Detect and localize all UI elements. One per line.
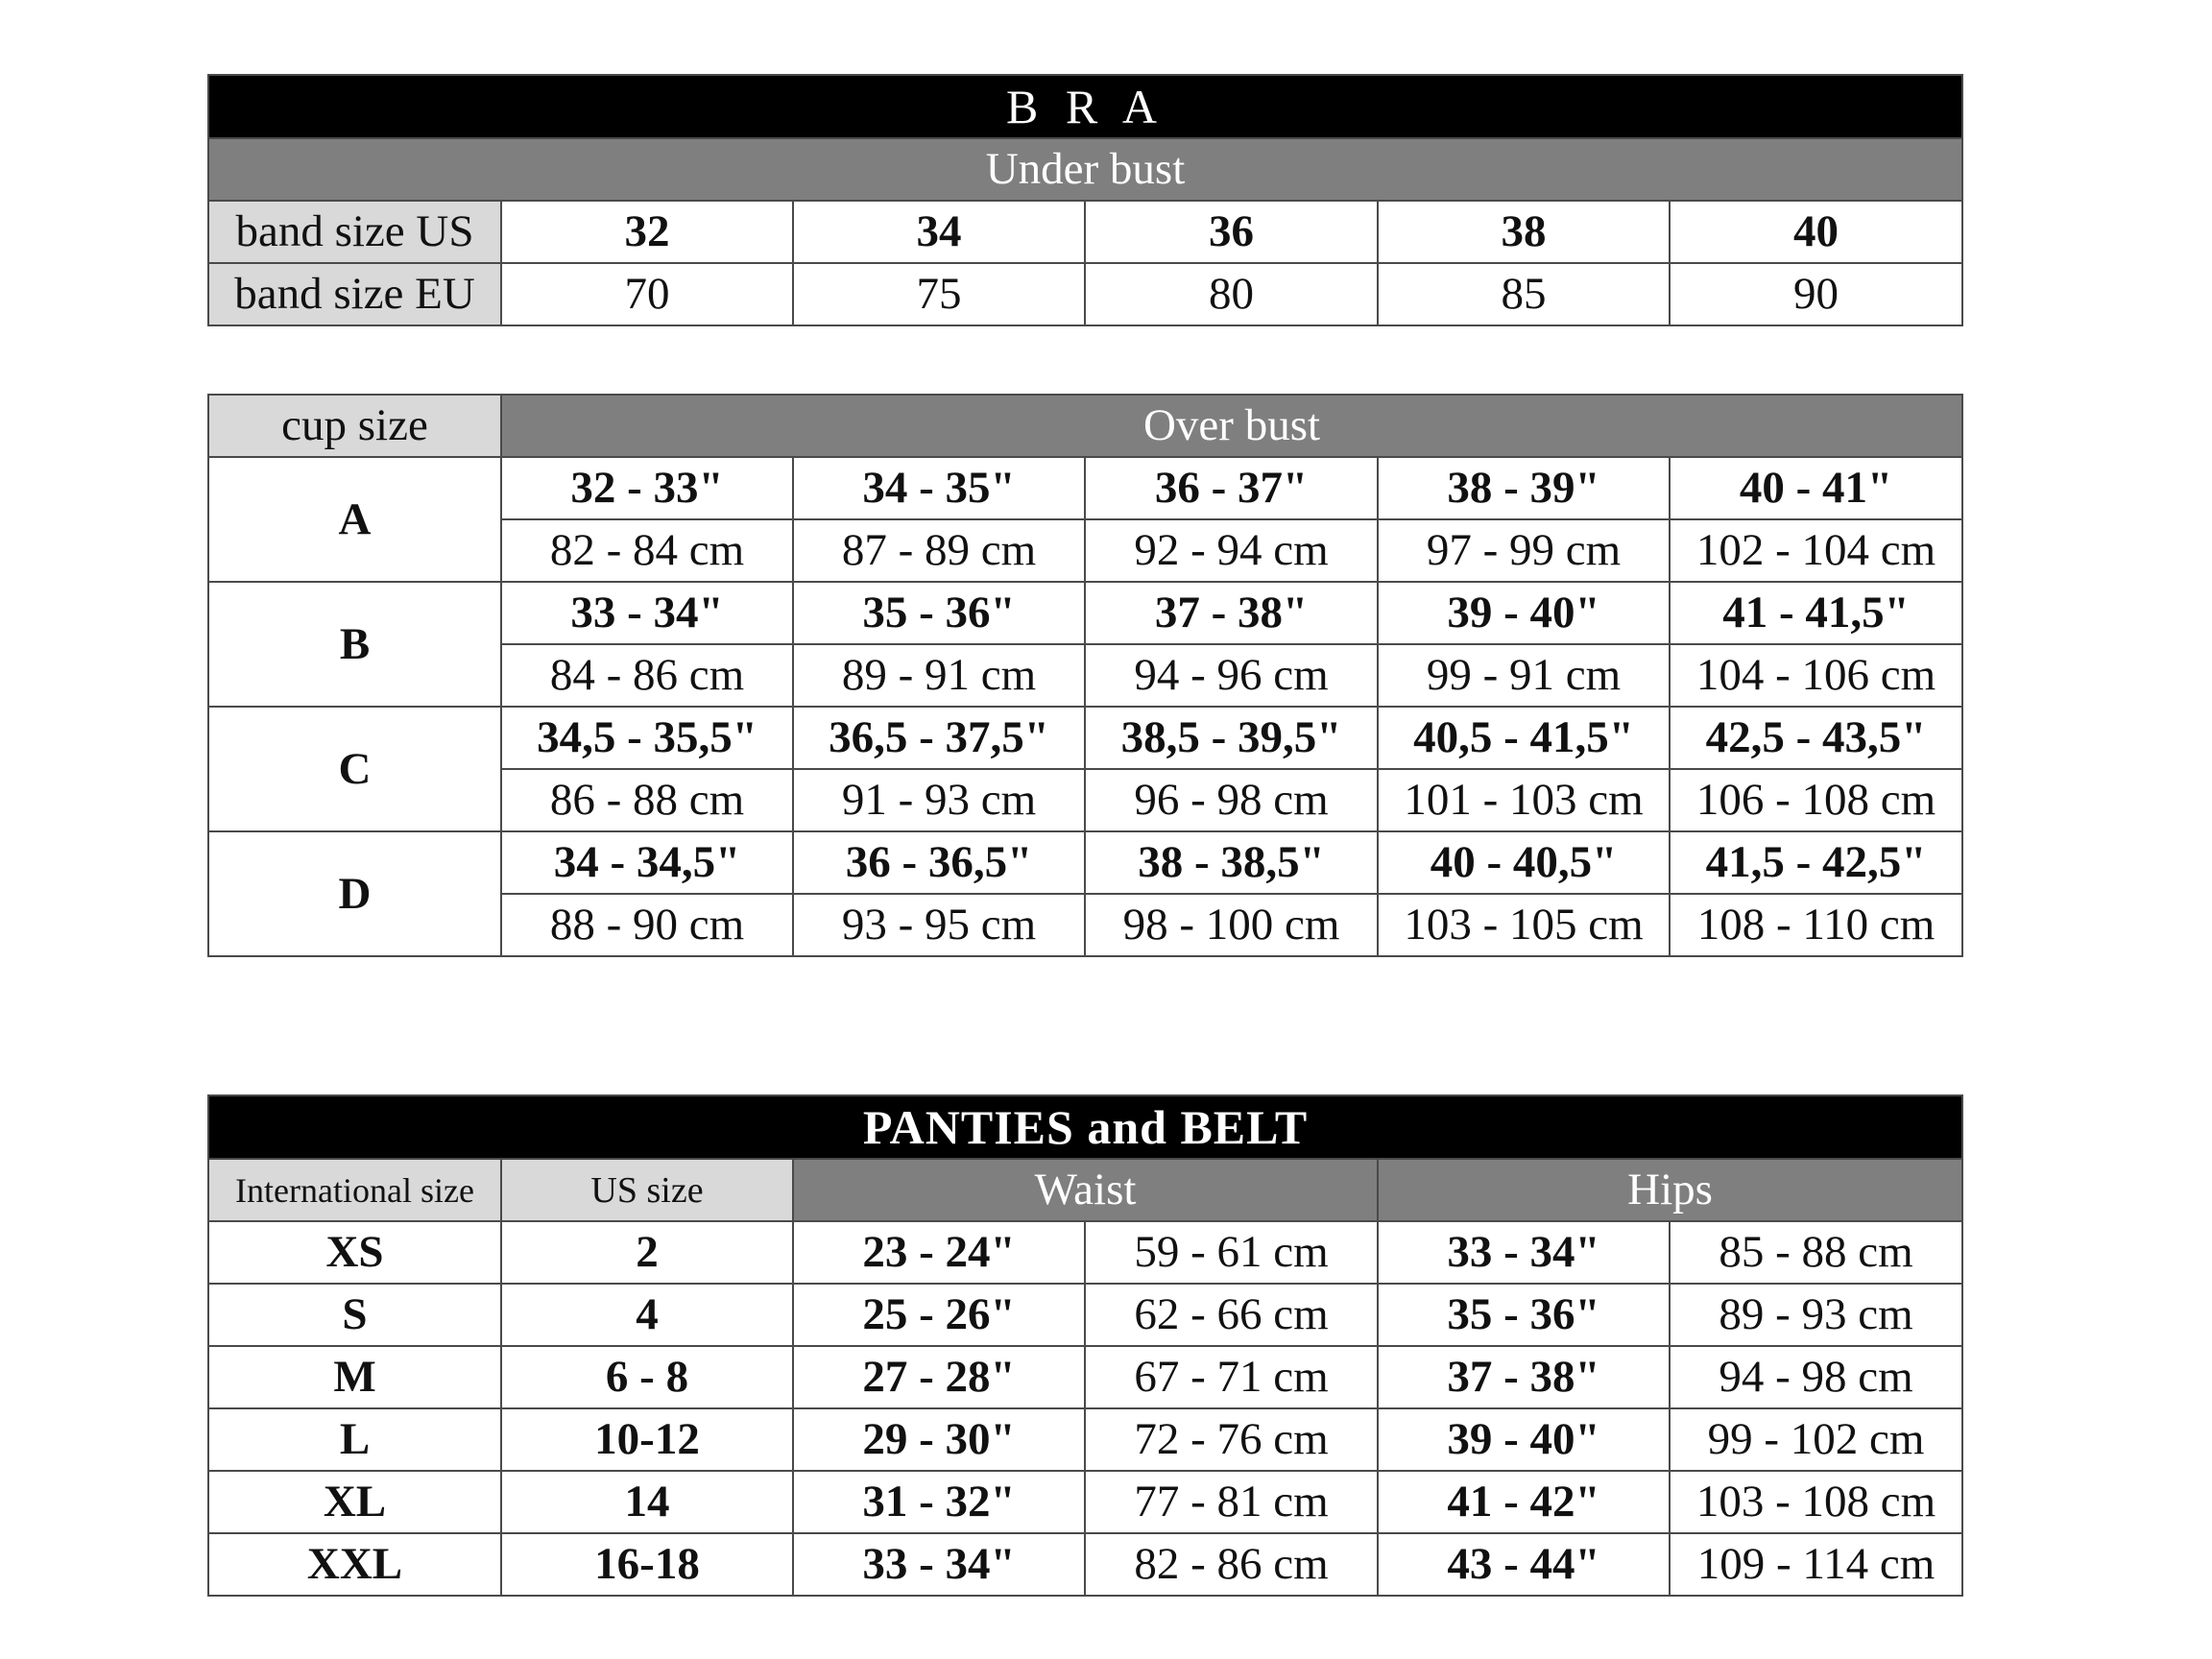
table-row	[208, 1471, 1962, 1533]
waist-cm-cell: 77 - 81 cm	[1085, 1471, 1378, 1533]
over-bust-cm-cell: 91 - 93 cm	[793, 769, 1085, 831]
bra-band-table	[207, 74, 1963, 326]
waist-inches-cell: 29 - 30"	[793, 1408, 1085, 1471]
panties-title: PANTIES and BELT	[208, 1095, 1962, 1159]
us-size-cell: 4	[501, 1284, 793, 1346]
cup-letter: B	[208, 582, 501, 707]
bra-title: B R A	[208, 75, 1962, 138]
over-bust-inches-cell: 34 - 35"	[793, 457, 1085, 519]
over-bust-cm-cell: 103 - 105 cm	[1378, 894, 1670, 956]
us-size-cell: 14	[501, 1471, 793, 1533]
band-size-us-label: band size US	[208, 201, 501, 263]
table-row	[208, 1221, 1962, 1284]
us-size-cell: 6 - 8	[501, 1346, 793, 1408]
table-row	[208, 1533, 1962, 1596]
over-bust-inches-cell: 33 - 34"	[501, 582, 793, 644]
cup-row-b-inches	[208, 582, 1962, 644]
over-bust-inches-cell: 35 - 36"	[793, 582, 1085, 644]
hips-cm-cell: 89 - 93 cm	[1670, 1284, 1962, 1346]
over-bust-inches-cell: 34,5 - 35,5"	[501, 707, 793, 769]
hips-cm-cell: 109 - 114 cm	[1670, 1533, 1962, 1596]
over-bust-inches-cell: 38,5 - 39,5"	[1085, 707, 1378, 769]
hips-inches-cell: 33 - 34"	[1378, 1221, 1670, 1284]
waist-cm-cell: 67 - 71 cm	[1085, 1346, 1378, 1408]
band-us-cell: 38	[1378, 201, 1670, 263]
band-eu-cell: 70	[501, 263, 793, 325]
over-bust-cm-cell: 98 - 100 cm	[1085, 894, 1378, 956]
over-bust-inches-cell: 39 - 40"	[1378, 582, 1670, 644]
band-us-cell: 36	[1085, 201, 1378, 263]
international-size-cell: S	[208, 1284, 501, 1346]
us-size-cell: 2	[501, 1221, 793, 1284]
hips-header: Hips	[1378, 1159, 1962, 1221]
band-us-cell: 40	[1670, 201, 1962, 263]
waist-header: Waist	[793, 1159, 1378, 1221]
over-bust-cm-cell: 94 - 96 cm	[1085, 644, 1378, 707]
over-bust-inches-cell: 41,5 - 42,5"	[1670, 831, 1962, 894]
over-bust-inches-cell: 40 - 41"	[1670, 457, 1962, 519]
waist-cm-cell: 82 - 86 cm	[1085, 1533, 1378, 1596]
band-eu-row	[208, 263, 1962, 325]
over-bust-inches-cell: 38 - 38,5"	[1085, 831, 1378, 894]
hips-inches-cell: 39 - 40"	[1378, 1408, 1670, 1471]
hips-inches-cell: 43 - 44"	[1378, 1533, 1670, 1596]
cup-letter: C	[208, 707, 501, 831]
us-size-label: US size	[501, 1159, 793, 1221]
over-bust-inches-cell: 36,5 - 37,5"	[793, 707, 1085, 769]
over-bust-cm-cell: 106 - 108 cm	[1670, 769, 1962, 831]
hips-cm-cell: 85 - 88 cm	[1670, 1221, 1962, 1284]
under-bust-header: Under bust	[208, 138, 1962, 201]
waist-inches-cell: 33 - 34"	[793, 1533, 1085, 1596]
us-size-cell: 10-12	[501, 1408, 793, 1471]
over-bust-inches-cell: 36 - 36,5"	[793, 831, 1085, 894]
over-bust-cm-cell: 86 - 88 cm	[501, 769, 793, 831]
cup-size-label: cup size	[208, 395, 501, 457]
band-eu-cell: 85	[1378, 263, 1670, 325]
international-size-cell: M	[208, 1346, 501, 1408]
waist-inches-cell: 31 - 32"	[793, 1471, 1085, 1533]
waist-cm-cell: 62 - 66 cm	[1085, 1284, 1378, 1346]
table-row	[208, 1346, 1962, 1408]
international-size-cell: XXL	[208, 1533, 501, 1596]
cup-size-table	[207, 394, 1963, 957]
hips-inches-cell: 37 - 38"	[1378, 1346, 1670, 1408]
waist-inches-cell: 27 - 28"	[793, 1346, 1085, 1408]
hips-inches-cell: 35 - 36"	[1378, 1284, 1670, 1346]
international-size-label: International size	[208, 1159, 501, 1221]
over-bust-inches-cell: 41 - 41,5"	[1670, 582, 1962, 644]
band-us-cell: 34	[793, 201, 1085, 263]
waist-cm-cell: 72 - 76 cm	[1085, 1408, 1378, 1471]
international-size-cell: L	[208, 1408, 501, 1471]
cup-letter: D	[208, 831, 501, 956]
cup-letter: A	[208, 457, 501, 582]
over-bust-inches-cell: 40,5 - 41,5"	[1378, 707, 1670, 769]
international-size-cell: XL	[208, 1471, 501, 1533]
over-bust-inches-cell: 42,5 - 43,5"	[1670, 707, 1962, 769]
over-bust-inches-cell: 38 - 39"	[1378, 457, 1670, 519]
table-row	[208, 1284, 1962, 1346]
over-bust-cm-cell: 88 - 90 cm	[501, 894, 793, 956]
over-bust-cm-cell: 97 - 99 cm	[1378, 519, 1670, 582]
over-bust-cm-cell: 96 - 98 cm	[1085, 769, 1378, 831]
waist-cm-cell: 59 - 61 cm	[1085, 1221, 1378, 1284]
band-eu-cell: 80	[1085, 263, 1378, 325]
over-bust-cm-cell: 104 - 106 cm	[1670, 644, 1962, 707]
hips-cm-cell: 103 - 108 cm	[1670, 1471, 1962, 1533]
hips-inches-cell: 41 - 42"	[1378, 1471, 1670, 1533]
hips-cm-cell: 99 - 102 cm	[1670, 1408, 1962, 1471]
over-bust-cm-cell: 99 - 91 cm	[1378, 644, 1670, 707]
over-bust-inches-cell: 32 - 33"	[501, 457, 793, 519]
over-bust-cm-cell: 87 - 89 cm	[793, 519, 1085, 582]
over-bust-cm-cell: 93 - 95 cm	[793, 894, 1085, 956]
over-bust-inches-cell: 36 - 37"	[1085, 457, 1378, 519]
international-size-cell: XS	[208, 1221, 501, 1284]
panties-belt-table	[207, 1094, 1963, 1597]
band-eu-cell: 90	[1670, 263, 1962, 325]
over-bust-cm-cell: 84 - 86 cm	[501, 644, 793, 707]
band-us-cell: 32	[501, 201, 793, 263]
over-bust-inches-cell: 34 - 34,5"	[501, 831, 793, 894]
waist-inches-cell: 25 - 26"	[793, 1284, 1085, 1346]
over-bust-cm-cell: 92 - 94 cm	[1085, 519, 1378, 582]
table-row	[208, 1408, 1962, 1471]
cup-row-a-inches	[208, 457, 1962, 519]
over-bust-cm-cell: 108 - 110 cm	[1670, 894, 1962, 956]
over-bust-cm-cell: 82 - 84 cm	[501, 519, 793, 582]
waist-inches-cell: 23 - 24"	[793, 1221, 1085, 1284]
band-us-row	[208, 201, 1962, 263]
cup-row-c-inches	[208, 707, 1962, 769]
over-bust-inches-cell: 40 - 40,5"	[1378, 831, 1670, 894]
over-bust-header: Over bust	[501, 395, 1962, 457]
over-bust-cm-cell: 101 - 103 cm	[1378, 769, 1670, 831]
over-bust-cm-cell: 102 - 104 cm	[1670, 519, 1962, 582]
over-bust-cm-cell: 89 - 91 cm	[793, 644, 1085, 707]
cup-row-d-inches	[208, 831, 1962, 894]
over-bust-inches-cell: 37 - 38"	[1085, 582, 1378, 644]
us-size-cell: 16-18	[501, 1533, 793, 1596]
band-size-eu-label: band size EU	[208, 263, 501, 325]
hips-cm-cell: 94 - 98 cm	[1670, 1346, 1962, 1408]
band-eu-cell: 75	[793, 263, 1085, 325]
